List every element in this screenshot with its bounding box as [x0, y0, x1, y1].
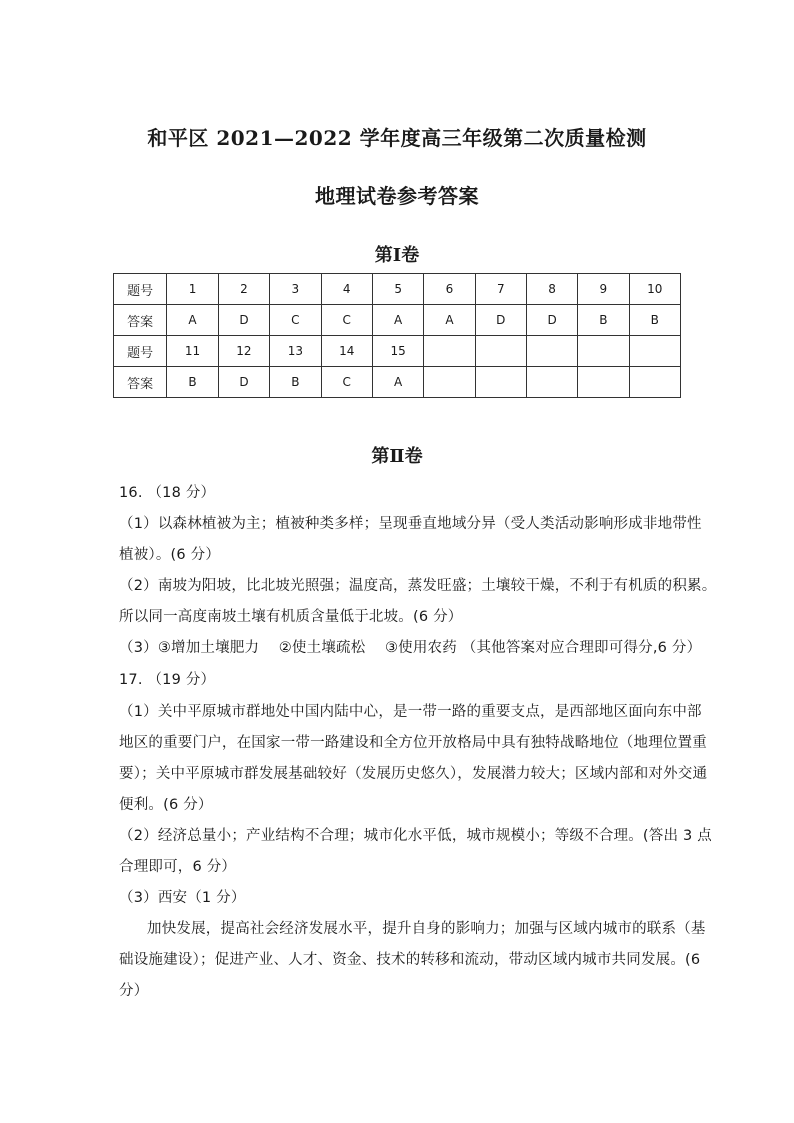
q17-answer-3-line4: 分）: [119, 983, 149, 999]
q17-answer-2-line2: 合理即可，6 分）: [119, 859, 237, 875]
q17-answer-1-line4: 便利。(6 分）: [119, 797, 213, 813]
table-cell: D: [475, 305, 526, 336]
table-cell: 2: [218, 274, 269, 305]
table-cell: [629, 367, 680, 398]
document-title: 和平区 2021—2022 学年度高三年级第二次质量检测: [147, 126, 647, 150]
q17-answer-3-line2: 加快发展，提高社会经济发展水平，提升自身的影响力；加强与区域内城市的联系（基: [147, 921, 706, 937]
table-cell: C: [321, 305, 372, 336]
table-cell: 4: [321, 274, 372, 305]
table-cell: 7: [475, 274, 526, 305]
table-row-label: 答案: [114, 305, 167, 336]
q17-answer-1-line2: 地区的重要门户，在国家一带一路建设和全方位开放格局中具有独特战略地位（地理位置重: [119, 735, 707, 751]
table-cell: 5: [372, 274, 423, 305]
part1-heading: 第Ⅰ卷: [374, 245, 420, 266]
table-cell: D: [526, 305, 577, 336]
table-cell: A: [372, 367, 423, 398]
table-cell: 11: [167, 336, 218, 367]
q17-header: 17. （19 分）: [119, 672, 216, 688]
document-subtitle: 地理试卷参考答案: [315, 184, 479, 208]
table-cell: A: [424, 305, 475, 336]
table-cell: D: [218, 367, 269, 398]
q16-answer-3-line1: （3）③增加土壤肥力 ②使土壤疏松 ③使用农药 （其他答案对应合理即可得分,6 分）: [119, 640, 702, 656]
q17-answer-2-line1: （2）经济总量小；产业结构不合理；城市化水平低，城市规模小；等级不合理。(答出 3 点: [119, 828, 712, 844]
table-cell: A: [167, 305, 218, 336]
table-cell: B: [167, 367, 218, 398]
table-cell: C: [321, 367, 372, 398]
table-cell: [578, 336, 629, 367]
table-cell: [629, 336, 680, 367]
table-cell: 14: [321, 336, 372, 367]
q16-answer-2-line1: （2）南坡为阳坡，比北坡光照强；温度高，蒸发旺盛；土壤较干燥，不利于有机质的积累。: [119, 578, 717, 594]
table-cell: C: [270, 305, 321, 336]
answer-table: [113, 273, 681, 398]
table-cell: 13: [270, 336, 321, 367]
table-cell: [475, 367, 526, 398]
table-cell: 9: [578, 274, 629, 305]
table-cell: 15: [372, 336, 423, 367]
table-cell: [475, 336, 526, 367]
q17-answer-3-line3: 础设施建设）；促进产业、人才、资金、技术的转移和流动，带动区域内城市共同发展。(6: [119, 952, 701, 968]
table-row-label: 答案: [114, 367, 167, 398]
q16-answer-2-line2: 所以同一高度南坡土壤有机质含量低于北坡。(6 分）: [119, 609, 463, 625]
q17-answer-1-line3: 要）；关中平原城市群发展基础较好（发展历史悠久），发展潜力较大；区域内部和对外交通: [119, 766, 708, 782]
table-row-label: 题号: [114, 336, 167, 367]
table-row: [114, 305, 681, 336]
part2-heading: 第Ⅱ卷: [371, 446, 423, 467]
table-cell: [424, 367, 475, 398]
table-cell: B: [578, 305, 629, 336]
table-cell: [526, 336, 577, 367]
table-cell: A: [372, 305, 423, 336]
table-row: [114, 336, 681, 367]
table-cell: B: [629, 305, 680, 336]
table-cell: D: [218, 305, 269, 336]
table-cell: 10: [629, 274, 680, 305]
table-cell: 6: [424, 274, 475, 305]
table-cell: 12: [218, 336, 269, 367]
q16-header: 16. （18 分）: [119, 485, 216, 501]
q17-answer-3-line1: （3）西安（1 分）: [119, 890, 246, 906]
q16-answer-1-line1: （1）以森林植被为主；植被种类多样；呈现垂直地域分异（受人类活动影响形成非地带性: [119, 516, 702, 532]
q17-answer-1-line1: （1）关中平原城市群地处中国内陆中心，是一带一路的重要支点，是西部地区面向东中部: [119, 704, 702, 720]
table-cell: [526, 367, 577, 398]
table-row: [114, 274, 681, 305]
q16-answer-1-line2: 植被）。(6 分）: [119, 547, 221, 563]
table-row: [114, 367, 681, 398]
table-cell: [424, 336, 475, 367]
table-cell: B: [270, 367, 321, 398]
table-row-label: 题号: [114, 274, 167, 305]
table-cell: [578, 367, 629, 398]
table-cell: 8: [526, 274, 577, 305]
table-cell: 1: [167, 274, 218, 305]
table-cell: 3: [270, 274, 321, 305]
